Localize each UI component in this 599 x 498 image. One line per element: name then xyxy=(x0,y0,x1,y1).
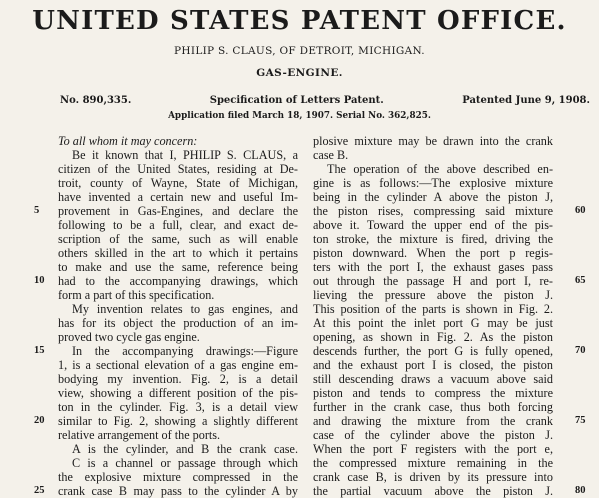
text-line: When the port F registers with the port e, xyxy=(313,442,553,456)
text-line: The operation of the above described en- xyxy=(327,162,553,176)
specification-label: Specification of Letters Patent. xyxy=(209,95,384,106)
text-line: provement in Gas-Engines, and declare the xyxy=(58,204,298,218)
text-line: ters with the port I, the exhaust gases pass xyxy=(313,260,553,274)
line-number: 15 xyxy=(34,345,45,356)
text-line: scription of the same, such as will enable xyxy=(58,232,298,246)
text-line: gine is as follows:—The explosive mixture xyxy=(313,176,553,190)
text-line: the piston rises, compressing said mixture xyxy=(313,204,553,218)
invention-title: GAS-ENGINE. xyxy=(256,67,343,79)
patent-number: No. 890,335. xyxy=(60,95,132,106)
specification-row xyxy=(60,95,590,106)
text-line: lieving the pressure above the piston J. xyxy=(313,288,553,302)
text-line: Be it known that I, PHILIP S. CLAUS, a xyxy=(72,148,298,162)
line-number: 80 xyxy=(575,485,586,496)
text-line: the compressed mixture remaining in the xyxy=(313,456,553,470)
inventor-line: PHILIP S. CLAUS, OF DETROIT, MICHIGAN. xyxy=(174,45,425,57)
line-number: 60 xyxy=(575,205,586,216)
right-column xyxy=(313,134,553,498)
text-line: the partial vacuum above the piston J. xyxy=(313,484,553,498)
text-line: ton in the cylinder. Fig. 3, is a detail view xyxy=(58,400,298,414)
text-line: following to be a full, clear, and exact de- xyxy=(58,218,298,232)
text-line: C is a channel or passage through which xyxy=(72,456,298,470)
text-line: form a part of this specification. xyxy=(58,288,215,302)
text-line: ton stroke, the mixture is fired, driving the xyxy=(313,232,553,246)
text-line: troit, county of Wayne, State of Michigan, xyxy=(58,176,298,190)
text-line: case B. xyxy=(313,148,349,162)
text-line: descends further, the port G is fully opened, xyxy=(313,344,553,358)
text-line: bodying my invention. Fig. 2, is a detail xyxy=(58,372,298,386)
text-line: to make and use the same, reference being xyxy=(58,260,298,274)
line-number: 75 xyxy=(575,415,586,426)
text-line: plosive mixture may be drawn into the crank xyxy=(313,134,553,148)
application-filed-line: Application filed March 18, 1907. Serial No. 362,825. xyxy=(168,111,431,121)
line-number: 65 xyxy=(575,275,586,286)
text-line: opening, as shown in Fig. 2. As the piston xyxy=(313,330,553,344)
text-line: had to the accompanying drawings, which xyxy=(58,274,298,288)
text-line: relative arrangement of the ports. xyxy=(58,428,221,442)
line-number: 10 xyxy=(34,275,45,286)
text-line: citizen of the United States, residing at De- xyxy=(58,162,298,176)
text-line: the explosive mixture compressed in the xyxy=(58,470,298,484)
text-line: has for its object the production of an im- xyxy=(58,316,298,330)
text-line: similar to Fig. 2, showing a slightly different xyxy=(58,414,298,428)
line-number: 5 xyxy=(34,205,40,216)
text-line: view, showing a different position of the pis- xyxy=(58,386,298,400)
patented-date: Patented June 9, 1908. xyxy=(462,95,590,106)
office-title: UNITED STATES PATENT OFFICE. xyxy=(32,6,567,36)
text-line: out through the passage H and port I, re- xyxy=(313,274,553,288)
text-line: 1, is a sectional elevation of a gas engine em- xyxy=(58,358,298,372)
text-line: This position of the parts is shown in Fig. 2. xyxy=(313,302,553,316)
line-number: 20 xyxy=(34,415,45,426)
text-line: piston and tends to compress the mixture xyxy=(313,386,553,400)
text-line: In the accompanying drawings:—Figure xyxy=(72,344,298,358)
text-line: still descending draws a vacuum above said xyxy=(313,372,553,386)
text-line: At this point the inlet port G may be just xyxy=(313,316,553,330)
text-line: crank case B may pass to the cylinder A by xyxy=(58,484,298,498)
line-number: 70 xyxy=(575,345,586,356)
text-line: and drawing the mixture from the crank xyxy=(313,414,553,428)
text-line: have invented a certain new and useful Im- xyxy=(58,190,298,204)
text-line: My invention relates to gas engines, and xyxy=(72,302,298,316)
left-column xyxy=(58,134,298,498)
text-line: above it. Toward the upper end of the pis- xyxy=(313,218,553,232)
text-line: piston downward. When the port p regis- xyxy=(313,246,553,260)
text-line: being in the cylinder A above the piston J, xyxy=(313,190,553,204)
text-line: further in the crank case, thus both forcing xyxy=(313,400,553,414)
text-line: and the exhaust port I is closed, the piston xyxy=(313,358,553,372)
line-number: 25 xyxy=(34,485,45,496)
text-line: others skilled in the art to which it pertains xyxy=(58,246,298,260)
text-line: A is the cylinder, and B the crank case. xyxy=(72,442,298,456)
text-line: To all whom it may concern: xyxy=(58,134,198,148)
text-line: crank case B, is driven by its pressure into xyxy=(313,470,553,484)
text-line: proved two cycle gas engine. xyxy=(58,330,200,344)
text-line: case of the cylinder above the piston J. xyxy=(313,428,553,442)
